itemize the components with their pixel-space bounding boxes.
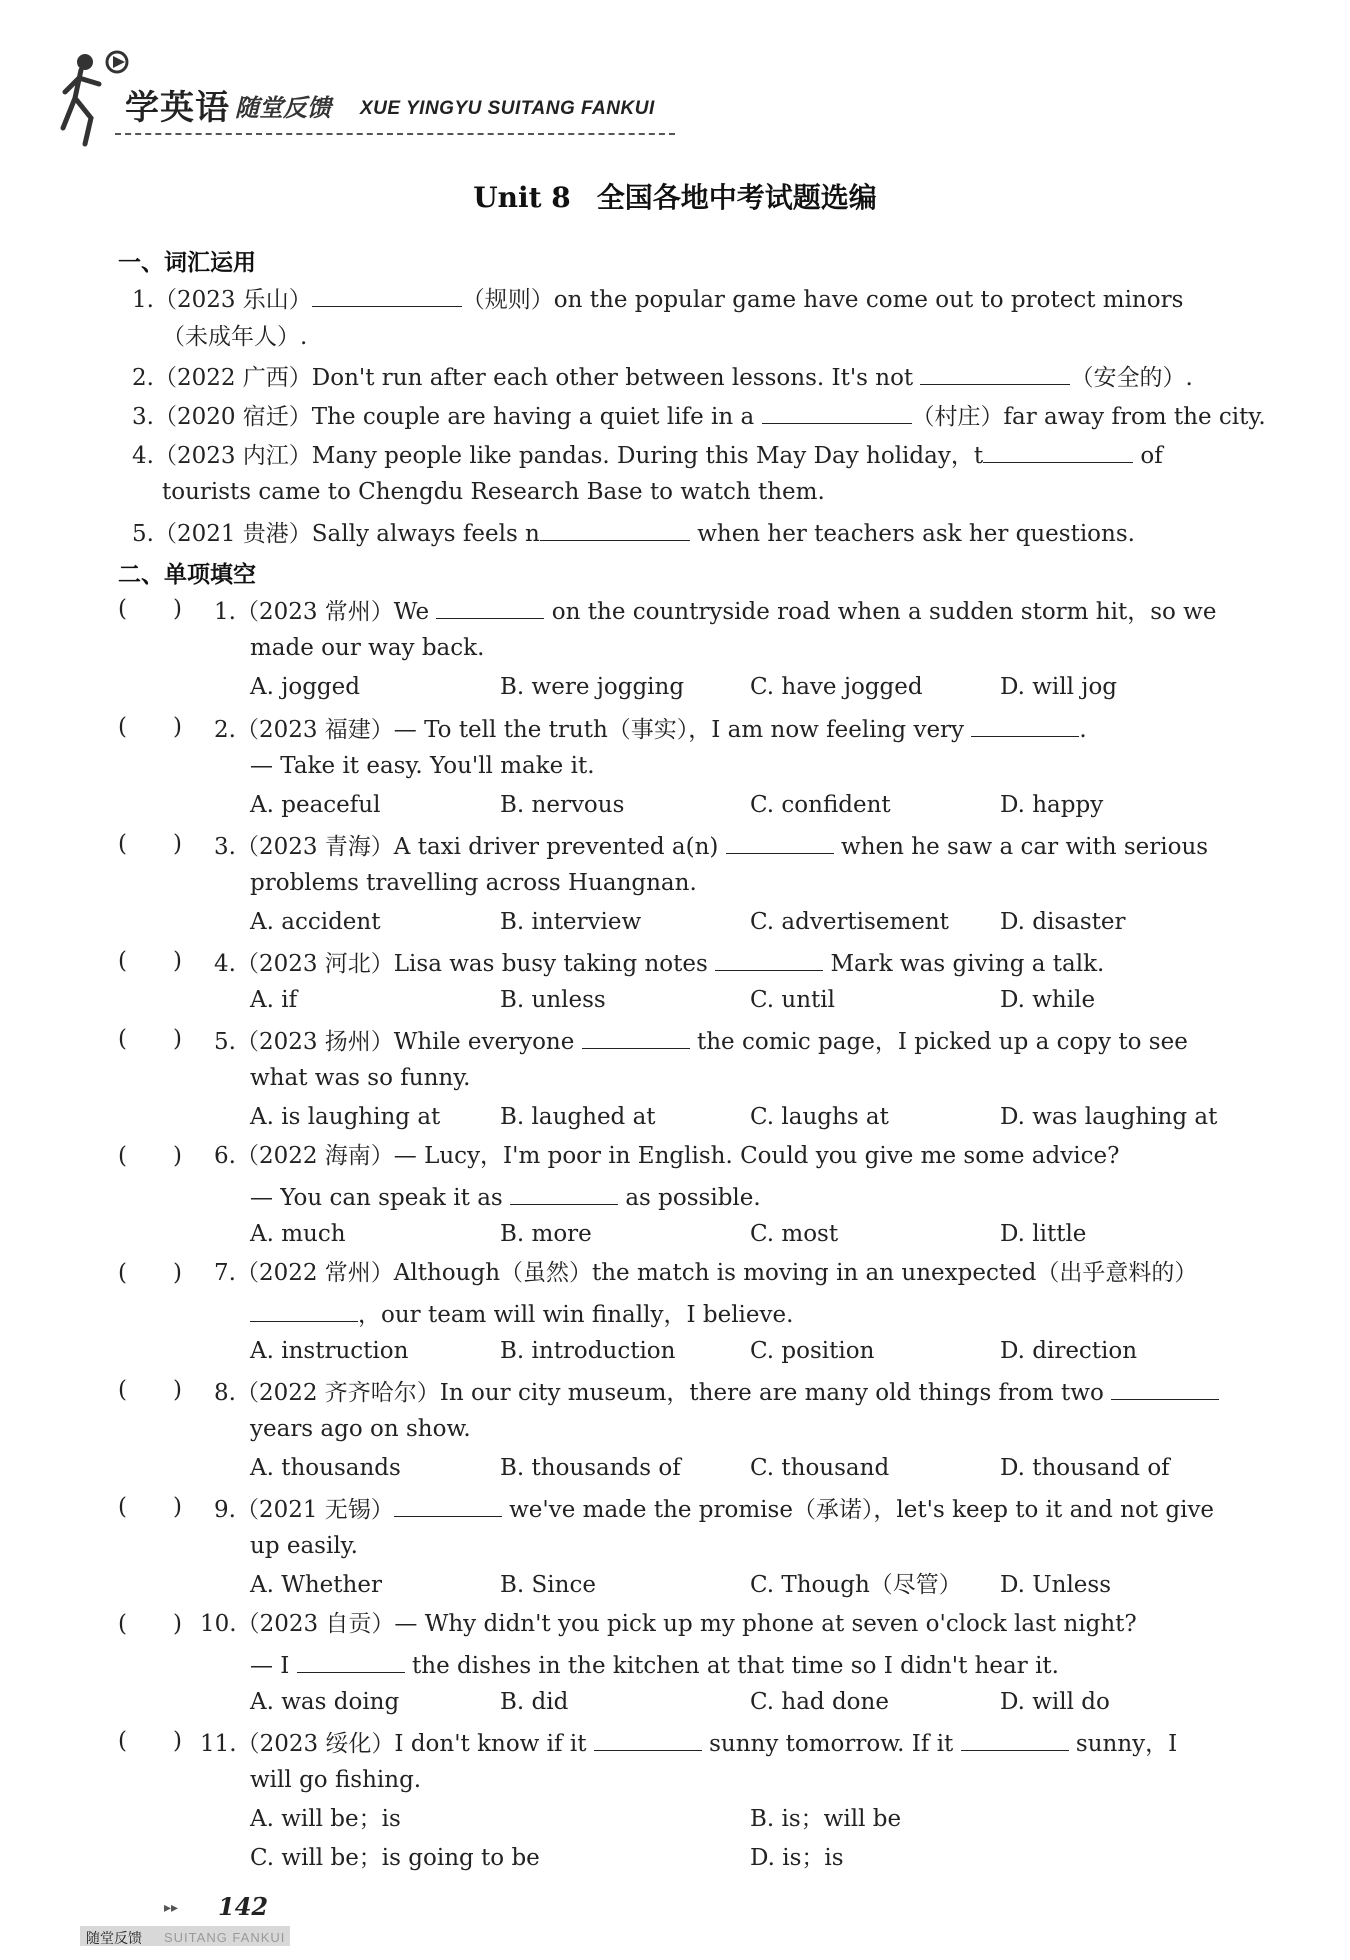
choice-question-10-cont: — I the dishes in the kitchen at that time so I didn't hear it.	[250, 1648, 1059, 1681]
footer-label: 随堂反馈	[86, 1931, 142, 1947]
choice-question-1-cont: made our way back.	[250, 635, 485, 661]
option-d[interactable]: D. thousand of	[1000, 1455, 1170, 1481]
vocab-question-3: 3.（2020 宿迁）The couple are having a quiet life in a （村庄）far away from the city.	[132, 399, 1266, 432]
option-b[interactable]: B. more	[500, 1221, 592, 1247]
answer-bracket[interactable]: ( )	[118, 1026, 182, 1052]
option-d[interactable]: D. little	[1000, 1221, 1087, 1247]
answer-blank	[297, 1648, 405, 1673]
option-c[interactable]: C. position	[750, 1338, 875, 1364]
choice-question-9: 9.（2021 无锡） we've made the promise（承诺），let's keep to it and not give	[214, 1492, 1214, 1525]
option-d[interactable]: D. will do	[1000, 1689, 1110, 1715]
option-c[interactable]: C. thousand	[750, 1455, 890, 1481]
option-c[interactable]: C. until	[750, 987, 835, 1013]
choice-question-5-cont: what was so funny.	[250, 1065, 471, 1091]
answer-blank	[715, 946, 823, 971]
book-header	[55, 40, 675, 150]
option-b[interactable]: B. Since	[500, 1572, 596, 1598]
option-a[interactable]: A. will be；is	[250, 1806, 401, 1832]
brand-title: 学英语	[125, 88, 230, 128]
option-d[interactable]: D. while	[1000, 987, 1096, 1013]
option-d[interactable]: D. was laughing at	[1000, 1104, 1218, 1130]
choice-question-5: 5.（2023 扬州）While everyone the comic page，I picked up a copy to see	[214, 1024, 1188, 1057]
option-b[interactable]: B. did	[500, 1689, 569, 1715]
option-d[interactable]: D. direction	[1000, 1338, 1138, 1364]
option-a[interactable]: A. if	[250, 987, 298, 1013]
choice-question-2-cont: — Take it easy. You'll make it.	[250, 753, 595, 779]
choice-question-1: 1.（2023 常州）We on the countryside road when a sudden storm hit，so we	[214, 594, 1216, 627]
answer-bracket[interactable]: ( )	[118, 1611, 182, 1637]
answer-blank[interactable]	[312, 282, 462, 307]
choice-question-4: 4.（2023 河北）Lisa was busy taking notes Mark was giving a talk.	[214, 946, 1104, 979]
option-c[interactable]: C. laughs at	[750, 1104, 889, 1130]
answer-bracket[interactable]: ( )	[118, 1143, 182, 1169]
option-a[interactable]: A. Whether	[250, 1572, 382, 1598]
choice-question-3-cont: problems travelling across Huangnan.	[250, 870, 697, 896]
option-b[interactable]: B. were jogging	[500, 674, 685, 700]
option-b[interactable]: B. unless	[500, 987, 606, 1013]
answer-blank[interactable]	[762, 399, 912, 424]
section-heading-choice: 二、单项填空	[118, 562, 256, 588]
choice-question-6-cont: — You can speak it as as possible.	[250, 1180, 761, 1213]
option-a[interactable]: A. peaceful	[250, 792, 381, 818]
vocab-question-1-cont: （未成年人）.	[162, 324, 308, 350]
option-d[interactable]: D. will jog	[1000, 674, 1118, 700]
page-title	[0, 176, 1350, 216]
option-c[interactable]: C. confident	[750, 792, 891, 818]
page-number: 142	[218, 1892, 269, 1921]
option-d[interactable]: D. is；is	[750, 1845, 844, 1871]
vocab-question-2: 2.（2022 广西）Don't run after each other between lessons. It's not （安全的）.	[132, 360, 1193, 393]
option-a[interactable]: A. jogged	[250, 674, 360, 700]
section-heading-vocabulary: 一、词汇运用	[118, 250, 256, 276]
option-d[interactable]: D. Unless	[1000, 1572, 1112, 1598]
answer-blank[interactable]	[540, 516, 690, 541]
option-c[interactable]: C. will be；is going to be	[250, 1845, 540, 1871]
vocab-question-1: 1.（2023 乐山） （规则）on the popular game have come out to protect minors	[132, 282, 1183, 315]
option-b[interactable]: B. thousands of	[500, 1455, 681, 1481]
option-c[interactable]: C. have jogged	[750, 674, 923, 700]
choice-question-11: 11.（2023 绥化）I don't know if it sunny tomorrow. If it sunny，I	[200, 1726, 1177, 1759]
answer-blank	[726, 829, 834, 854]
choice-question-11-cont: will go fishing.	[250, 1767, 422, 1793]
answer-blank	[510, 1180, 618, 1205]
option-d[interactable]: D. happy	[1000, 792, 1104, 818]
answer-bracket[interactable]: ( )	[118, 1494, 182, 1520]
choice-question-8: 8.（2022 齐齐哈尔）In our city museum，there are many old things from two	[214, 1375, 1219, 1408]
option-a[interactable]: A. accident	[250, 909, 381, 935]
page-footer	[80, 1892, 340, 1952]
answer-bracket[interactable]: ( )	[118, 1260, 182, 1286]
option-a[interactable]: A. much	[250, 1221, 346, 1247]
option-c[interactable]: C. most	[750, 1221, 839, 1247]
vocab-question-4: 4.（2023 内江）Many people like pandas. During this May Day holiday，t of	[132, 438, 1163, 471]
option-b[interactable]: B. nervous	[500, 792, 625, 818]
answer-bracket[interactable]: ( )	[118, 714, 182, 740]
choice-question-9-cont: up easily.	[250, 1533, 358, 1559]
answer-bracket[interactable]: ( )	[118, 948, 182, 974]
option-c[interactable]: C. had done	[750, 1689, 889, 1715]
answer-blank	[1111, 1375, 1219, 1400]
vocab-question-4-cont: tourists came to Chengdu Research Base to watch them.	[162, 479, 825, 505]
answer-blank	[971, 712, 1079, 737]
answer-blank[interactable]	[983, 438, 1133, 463]
answer-blank	[394, 1492, 502, 1517]
answer-blank	[250, 1297, 358, 1322]
brand-subtitle: 随堂反馈	[235, 93, 331, 122]
unit-label: Unit 8	[473, 181, 571, 214]
footer-sublabel: SUITANG FANKUI	[164, 1930, 286, 1945]
header-divider	[115, 133, 675, 135]
answer-blank	[436, 594, 544, 619]
answer-blank	[594, 1726, 702, 1751]
option-b[interactable]: B. interview	[500, 909, 642, 935]
answer-bracket[interactable]: ( )	[118, 831, 182, 857]
choice-question-8-cont: years ago on show.	[250, 1416, 471, 1442]
option-b[interactable]: B. introduction	[500, 1338, 676, 1364]
choice-question-10: 10.（2023 自贡）— Why didn't you pick up my phone at seven o'clock last night?	[200, 1611, 1137, 1637]
option-d[interactable]: D. disaster	[1000, 909, 1126, 935]
choice-question-6: 6.（2022 海南）— Lucy，I'm poor in English. Could you give me some advice?	[214, 1143, 1120, 1169]
answer-blank	[961, 1726, 1069, 1751]
answer-bracket[interactable]: ( )	[118, 1728, 182, 1754]
option-c[interactable]: C. advertisement	[750, 909, 949, 935]
answer-blank	[582, 1024, 690, 1049]
choice-question-7: 7.（2022 常州）Although（虽然）the match is moving in an unexpected（出乎意料的）	[214, 1260, 1198, 1286]
answer-blank[interactable]	[920, 360, 1070, 385]
choice-question-3: 3.（2023 青海）A taxi driver prevented a(n) when he saw a car with serious	[214, 829, 1208, 862]
vocab-question-5: 5.（2021 贵港）Sally always feels n when her teachers ask her questions.	[132, 516, 1135, 549]
option-c[interactable]: C. Though（尽管）	[750, 1572, 962, 1598]
brand-pinyin: XUE YINGYU SUITANG FANKUI	[360, 98, 655, 119]
option-b[interactable]: B. is；will be	[750, 1806, 902, 1832]
option-a[interactable]: A. is laughing at	[250, 1104, 441, 1130]
double-arrow-icon: ▸▸	[164, 1900, 179, 1916]
choice-question-2: 2.（2023 福建）— To tell the truth（事实），I am now feeling very .	[214, 712, 1087, 745]
option-a[interactable]: A. instruction	[250, 1338, 409, 1364]
choice-question-7-cont: ，our team will win finally，I believe.	[250, 1297, 793, 1330]
answer-bracket[interactable]: ( )	[118, 596, 182, 622]
option-a[interactable]: A. was doing	[250, 1689, 400, 1715]
title-text: 全国各地中考试题选编	[596, 181, 877, 214]
option-a[interactable]: A. thousands	[250, 1455, 401, 1481]
option-b[interactable]: B. laughed at	[500, 1104, 656, 1130]
answer-bracket[interactable]: ( )	[118, 1377, 182, 1403]
